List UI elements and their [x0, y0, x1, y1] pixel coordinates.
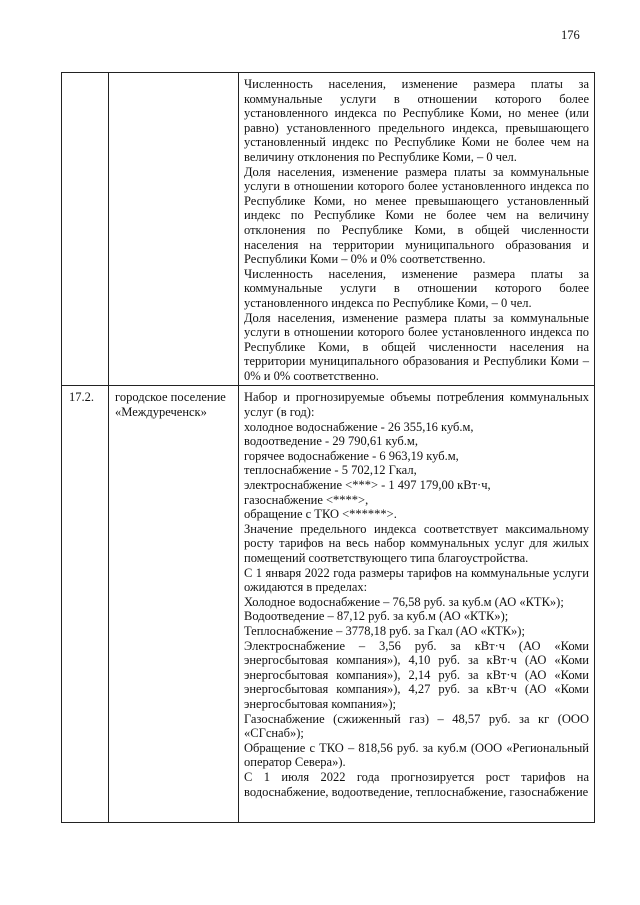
paragraph: обращение с ТКО <******>. — [244, 507, 397, 522]
document-table — [61, 72, 595, 823]
paragraph: Теплоснабжение – 3778,18 руб. за Гкал (АО «КТК»); — [244, 623, 525, 638]
paragraph: Обращение с ТКО – 818,56 руб. за куб.м (ООО «Региональный оператор Севера»). — [244, 740, 589, 770]
paragraph: С 1 июля 2022 года прогнозируется рост тарифов на водоснабжение, водоотведение, теплоснабжение, газоснабжение — [244, 769, 589, 799]
paragraph: Численность населения, изменение размера платы за коммунальные услуги в отношении которого более установленного индекса по Республике Коми, но менее (или равно) установленного предельного индекса, превышающего установленный индекс по Республике Коми не более чем на величину отклонения по Республике Коми, – 0 чел. — [244, 77, 589, 164]
paragraph: Доля населения, изменение размера платы за коммунальные услуги в отношении которого более установленного индекса по Республике Коми, но менее превышающего установленный индекс по Республике Коми не более чем на величину отклонения по Республике Коми, в общей численности населения на территории муниципального образования и Республики Коми – 0% и 0% соответственно. — [244, 164, 589, 267]
paragraph: Водоотведение – 87,12 руб. за куб.м (АО «КТК»); — [244, 609, 509, 624]
paragraph: Холодное водоснабжение – 76,58 руб. за куб.м (АО «КТК»); — [244, 594, 564, 609]
page-number: 176 — [561, 28, 580, 42]
row-number-cell — [62, 73, 109, 386]
row-number-cell: 17.2. — [62, 386, 109, 823]
paragraph: электроснабжение <***> - 1 497 179,00 кВт·ч, — [244, 478, 491, 493]
row-content-cell — [239, 73, 595, 386]
paragraph: теплоснабжение - 5 702,12 Гкал, — [244, 463, 417, 478]
paragraph: Доля населения, изменение размера платы за коммунальные услуги в отношении которого более установленного индекса по Республике Коми, в общей численности населения на территории муниципального образования и Республики Коми – 0% и 0% соответственно. — [244, 310, 589, 383]
row-name-cell: городское поселение «Междуреченск» — [109, 386, 239, 823]
paragraph: Электроснабжение – 3,56 руб. за кВт·ч (АО «Коми энергосбытовая компания»), 4,10 руб. за кВт·ч (АО «Коми энергосбытовая компания»), 2,14 руб. за кВт·ч (АО «Коми энергосбытовая компания»), 4,27 руб. за кВт·ч (АО «Коми энергосбытовая компания»); — [244, 638, 589, 711]
paragraph: Численность населения, изменение размера платы за коммунальные услуги в отношении которого более установленного индекса по Республике Коми, – 0 чел. — [244, 266, 589, 310]
paragraph: газоснабжение <****>, — [244, 492, 369, 507]
row-content-cell — [239, 386, 595, 823]
paragraph: Газоснабжение (сжиженный газ) – 48,57 руб. за кг (ООО «СГснаб»); — [244, 711, 589, 741]
row-name-cell — [109, 73, 239, 386]
paragraph: горячее водоснабжение - 6 963,19 куб.м, — [244, 448, 459, 463]
paragraph: водоотведение - 29 790,61 куб.м, — [244, 434, 418, 449]
paragraph: С 1 января 2022 года размеры тарифов на коммунальные услуги ожидаются в пределах: — [244, 565, 589, 595]
paragraph: холодное водоснабжение - 26 355,16 куб.м, — [244, 419, 474, 434]
paragraph: Набор и прогнозируемые объемы потребления коммунальных услуг (в год): — [244, 390, 589, 420]
paragraph: Значение предельного индекса соответствует максимальному росту тарифов на весь набор коммунальных услуг для жилых помещений соответствующего типа благоустройства. — [244, 521, 589, 565]
table-row — [62, 386, 595, 823]
table-row — [62, 73, 595, 386]
